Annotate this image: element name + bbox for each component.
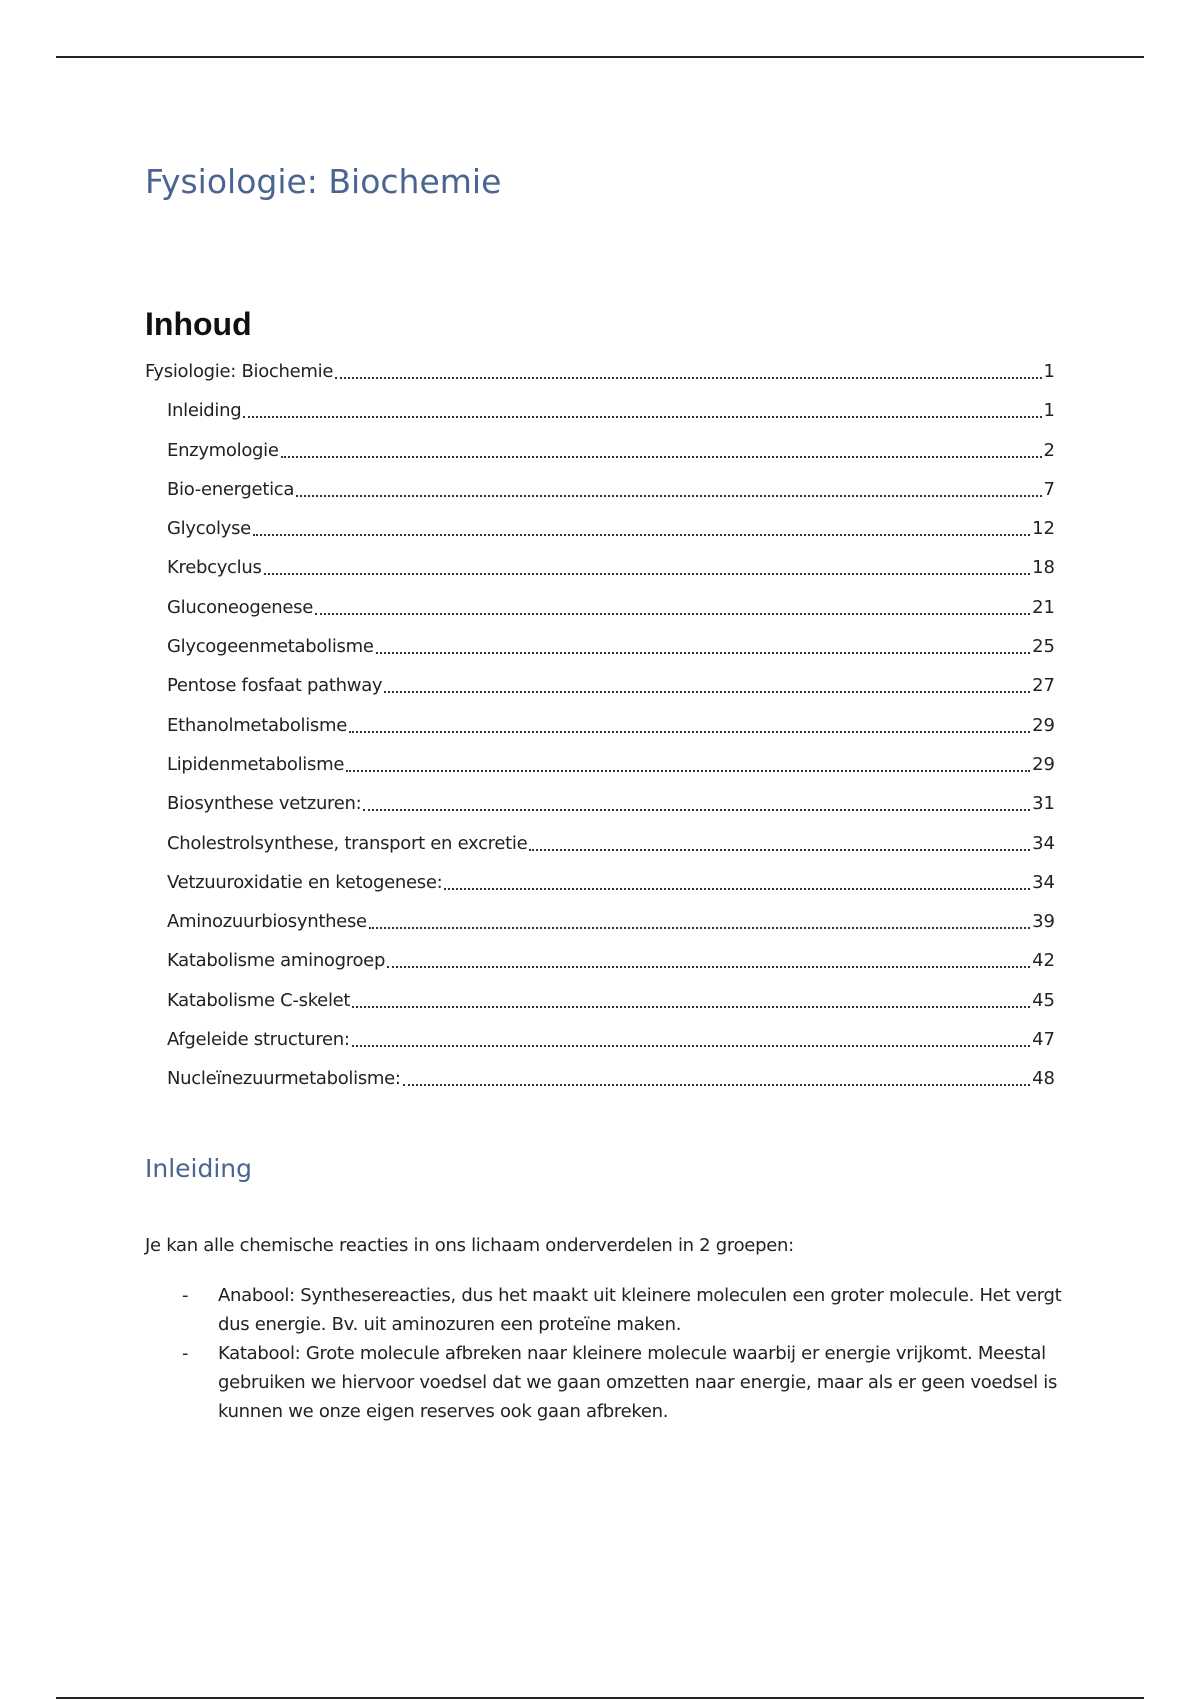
toc-dot-leader [253, 518, 1030, 536]
toc-entry[interactable] [145, 715, 1055, 754]
toc-dot-leader [384, 675, 1030, 693]
toc-entry[interactable] [145, 440, 1055, 479]
toc-dot-leader [363, 793, 1030, 811]
toc-entry-page: 39 [1032, 911, 1055, 933]
toc-dot-leader [335, 361, 1041, 379]
toc-entry[interactable] [145, 518, 1055, 557]
toc-entry-page: 31 [1032, 793, 1055, 815]
toc-dot-leader [281, 440, 1042, 458]
toc-entry-label: Nucleïnezuurmetabolisme: [167, 1068, 401, 1090]
toc-dot-leader [387, 950, 1030, 968]
toc-entry[interactable] [145, 754, 1055, 793]
toc-entry-label: Katabolisme C-skelet [167, 989, 351, 1011]
toc-entry-label: Vetzuuroxidatie en ketogenese: [167, 871, 443, 893]
toc-entry-page: 1 [1043, 400, 1055, 422]
toc-entry-label: Aminozuurbiosynthese [167, 911, 367, 933]
toc-entry-label: Glycolyse [167, 518, 251, 540]
header-rule [56, 56, 1144, 58]
toc-entry-label: Inleiding [167, 400, 242, 422]
toc-entry[interactable] [145, 911, 1055, 950]
toc-entry-label: Katabolisme aminogroep [167, 950, 386, 972]
toc-entry-page: 7 [1043, 478, 1055, 500]
toc-entry[interactable] [145, 597, 1055, 636]
toc-entry-label: Lipidenmetabolisme [167, 753, 345, 775]
toc-entry-page: 21 [1032, 596, 1055, 618]
list-item [145, 1281, 1065, 1339]
toc-entry-page: 48 [1032, 1068, 1055, 1090]
toc-dot-leader [352, 1029, 1030, 1047]
bullet-marker: - [182, 1285, 189, 1306]
toc-entry[interactable] [145, 479, 1055, 518]
toc-dot-leader [346, 754, 1030, 772]
toc-entry[interactable] [145, 1068, 1055, 1107]
toc-entry-page: 47 [1032, 1029, 1055, 1051]
toc-entry-label: Krebcyclus [167, 557, 262, 579]
toc-entry-page: 29 [1032, 714, 1055, 736]
toc-entry[interactable] [145, 950, 1055, 989]
toc-dot-leader [315, 597, 1030, 615]
toc-entry-page: 25 [1032, 636, 1055, 658]
toc-entry-page: 45 [1032, 989, 1055, 1011]
document-title: Fysiologie: Biochemie [145, 162, 502, 201]
toc-entry[interactable] [145, 557, 1055, 596]
toc-dot-leader [444, 872, 1030, 890]
toc-entry[interactable] [145, 361, 1055, 400]
toc-entry[interactable] [145, 872, 1055, 911]
toc-entry-page: 18 [1032, 557, 1055, 579]
toc-entry-page: 12 [1032, 518, 1055, 540]
section-heading-inleiding: Inleiding [145, 1154, 253, 1183]
toc-dot-leader [403, 1068, 1030, 1086]
toc-entry-page: 29 [1032, 753, 1055, 775]
toc-dot-leader [529, 833, 1030, 851]
toc-entry[interactable] [145, 636, 1055, 675]
toc-entry-label: Ethanolmetabolisme [167, 714, 348, 736]
toc-entry-label: Enzymologie [167, 439, 279, 461]
toc-entry-page: 1 [1043, 361, 1055, 382]
toc-dot-leader [352, 990, 1030, 1008]
toc-dot-leader [243, 400, 1041, 418]
toc-entry-page: 42 [1032, 950, 1055, 972]
toc-entry-label: Glycogeenmetabolisme [167, 636, 374, 658]
toc-entry-label: Cholestrolsynthese, transport en excretie [167, 832, 528, 854]
toc-entry-page: 34 [1032, 832, 1055, 854]
toc-dot-leader [369, 911, 1030, 929]
toc-dot-leader [376, 636, 1030, 654]
toc-entry[interactable] [145, 990, 1055, 1029]
toc-entry-label: Gluconeogenese [167, 596, 313, 618]
toc-dot-leader [296, 479, 1041, 497]
table-of-contents [145, 361, 1055, 1108]
toc-entry-page: 27 [1032, 675, 1055, 697]
toc-entry[interactable] [145, 833, 1055, 872]
toc-entry-label: Biosynthese vetzuren: [167, 793, 362, 815]
intro-paragraph: Je kan alle chemische reacties in ons lichaam onderverdelen in 2 groepen: [145, 1235, 794, 1256]
bullet-text: Katabool: Grote molecule afbreken naar kleinere molecule waarbij er energie vrijkomt. Meestal gebruiken we hiervoor voedsel dat we gaan omzetten naar energie, maar als er geen voedsel is kunnen we onze eigen reserves ook gaan afbreken. [218, 1343, 1058, 1422]
toc-entry-page: 2 [1043, 439, 1055, 461]
bullet-marker: - [182, 1343, 189, 1364]
toc-entry-label: Fysiologie: Biochemie [145, 361, 334, 382]
toc-entry[interactable] [145, 1029, 1055, 1068]
toc-dot-leader [264, 557, 1031, 575]
footer-rule [56, 1697, 1144, 1699]
toc-entry[interactable] [145, 400, 1055, 439]
toc-entry[interactable] [145, 793, 1055, 832]
toc-entry[interactable] [145, 675, 1055, 714]
toc-heading: Inhoud [145, 306, 252, 342]
toc-entry-label: Pentose fosfaat pathway [167, 675, 383, 697]
toc-dot-leader [349, 715, 1030, 733]
bullet-list [145, 1281, 1065, 1426]
toc-entry-label: Bio-energetica [167, 478, 295, 500]
bullet-text: Anabool: Synthesereacties, dus het maakt uit kleinere moleculen een groter molecule. Het vergt dus energie. Bv. uit aminozuren een proteïne maken. [218, 1285, 1062, 1335]
list-item [145, 1339, 1065, 1426]
toc-entry-label: Afgeleide structuren: [167, 1029, 350, 1051]
toc-entry-page: 34 [1032, 871, 1055, 893]
